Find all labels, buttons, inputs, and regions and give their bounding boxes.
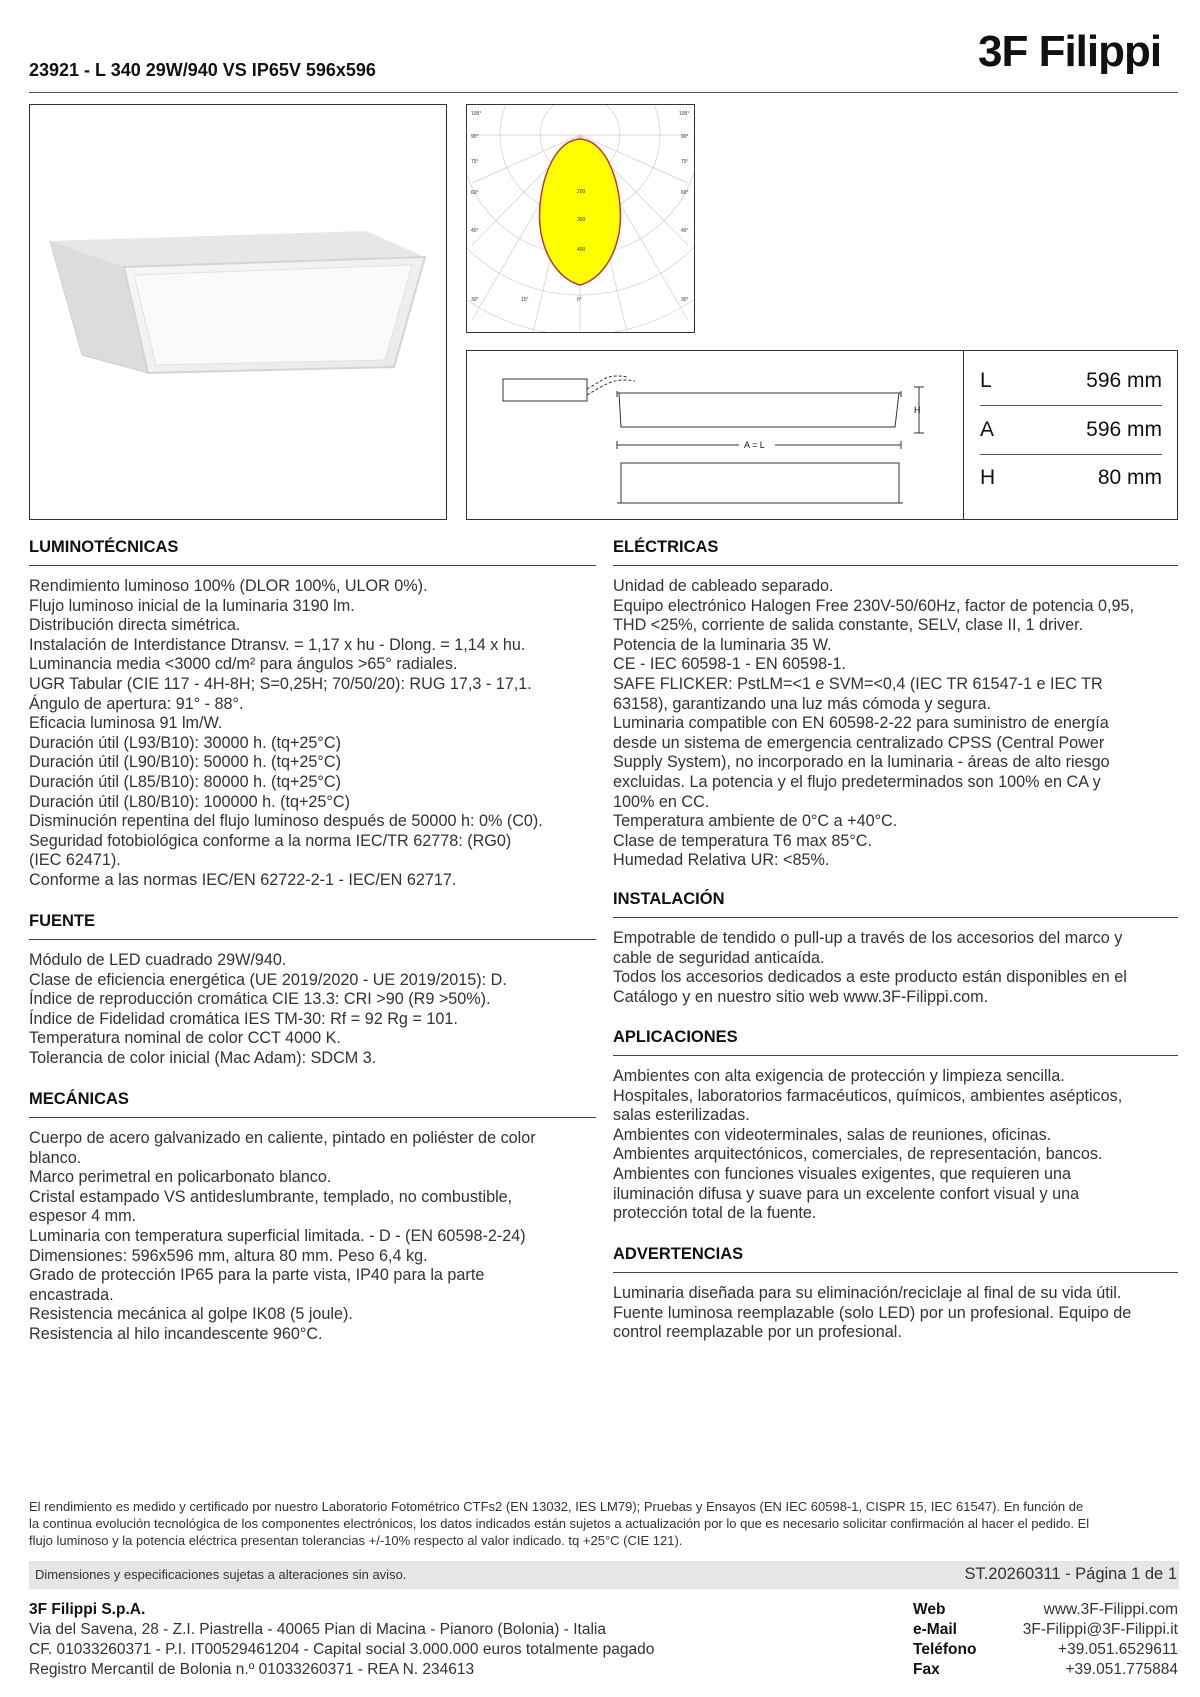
dimensions-panel bbox=[466, 350, 1178, 520]
contact-phone bbox=[913, 1640, 1178, 1660]
dimension-drawing bbox=[467, 351, 963, 519]
svg-text:A = L: A = L bbox=[744, 440, 765, 450]
body-line: 100% en CC. bbox=[613, 792, 710, 811]
contact-value[interactable]: www.3F-Filippi.com bbox=[1043, 1601, 1178, 1618]
body-line: salas esterilizadas. bbox=[613, 1106, 750, 1125]
body-line: Unidad de cableado separado. bbox=[613, 577, 834, 595]
svg-text:75°: 75° bbox=[681, 159, 689, 165]
company-name: 3F Filippi S.p.A. bbox=[29, 1601, 146, 1618]
svg-text:30°: 30° bbox=[471, 297, 479, 303]
disclaimer: Dimensiones y especificaciones sujetas a alteraciones sin aviso. bbox=[35, 1567, 407, 1582]
contact-label: Teléfono bbox=[913, 1641, 977, 1658]
brand-logo bbox=[978, 26, 1178, 85]
body-line: Tolerancia de color inicial (Mac Adam): SDCM 3. bbox=[29, 1048, 377, 1067]
company-line: Via del Savena, 28 - Z.I. Piastrella - 40065 Pian di Macina - Pianoro (Bolonia) - Italia bbox=[29, 1621, 606, 1638]
body-line: (IEC 62471). bbox=[29, 851, 121, 870]
section-rule bbox=[29, 565, 596, 566]
body-line: Ambientes con alta exigencia de protección y limpieza sencilla. bbox=[613, 1067, 1065, 1085]
section-heading-aplicaciones: APLICACIONES bbox=[613, 1028, 738, 1046]
company-line: CF. 01033260371 - P.I. IT00529461204 - Capital social 3.000.000 euros totalmente pagado bbox=[29, 1641, 655, 1658]
svg-text:300: 300 bbox=[577, 217, 586, 223]
product-title: 23921 - L 340 29W/940 VS IP65V 596x596 bbox=[29, 60, 376, 80]
dim-row-a bbox=[980, 406, 1162, 455]
section-body-aplicaciones bbox=[613, 1067, 1188, 1224]
body-line: Hospitales, laboratorios farmacéuticos, químicos, ambientes asépticos, bbox=[613, 1086, 1123, 1105]
body-line: espesor 4 mm. bbox=[29, 1207, 137, 1226]
dim-key: L bbox=[980, 369, 992, 392]
section-heading-mecanicas: MECÁNICAS bbox=[29, 1090, 129, 1108]
note-line: El rendimiento es medido y certificado por nuestro Laboratorio Fotométrico CTFs2 (EN 13032, IES LM79); Pruebas y Ensayos (EN IEC 60598-1, CISPR 15, IEC 61547). En función de bbox=[29, 1499, 1084, 1514]
body-line: Luminancia media <3000 cd/m² para ángulos >65° radiales. bbox=[29, 655, 458, 674]
body-line: Luminaria compatible con EN 60598-2-22 para suministro de energía bbox=[613, 714, 1109, 733]
footer-note bbox=[29, 1498, 1179, 1549]
contact-value: +39.051.6529611 bbox=[1058, 1641, 1178, 1658]
section-body-mecanicas bbox=[29, 1129, 604, 1345]
dimensions-table bbox=[963, 351, 1178, 519]
polar-chart bbox=[467, 105, 694, 332]
body-line: Ambientes arquitectónicos, comerciales, de representación, bancos. bbox=[613, 1145, 1103, 1164]
body-line: Duración útil (L80/B10): 100000 h. (tq+25°C) bbox=[29, 792, 350, 811]
svg-text:60°: 60° bbox=[471, 190, 479, 196]
svg-text:105°: 105° bbox=[679, 111, 690, 117]
body-line: Catálogo y en nuestro sitio web www.3F-Filippi.com. bbox=[613, 987, 989, 1006]
body-line: THD <25%, corriente de salida constante, SELV, clase II, 1 driver. bbox=[613, 616, 1084, 635]
svg-text:30°: 30° bbox=[681, 297, 689, 303]
body-line: UGR Tabular (CIE 117 - 4H-8H; S=0,25H; 70/50/20): RUG 17,3 - 17,1. bbox=[29, 674, 532, 693]
section-rule bbox=[613, 917, 1178, 918]
body-line: excluidas. La potencia y el flujo predeterminados son 100% en CA y bbox=[613, 772, 1101, 791]
body-line: Conforme a las normas IEC/EN 62722-2-1 - IEC/EN 62717. bbox=[29, 870, 457, 889]
body-line: Fuente luminosa reemplazable (solo LED) por un profesional. Equipo de bbox=[613, 1303, 1132, 1322]
body-line: Ambientes con videoterminales, salas de reuniones, oficinas. bbox=[613, 1125, 1052, 1144]
body-line: Grado de protección IP65 para la parte vista, IP40 para la parte bbox=[29, 1266, 485, 1285]
polar-curve bbox=[540, 139, 621, 285]
body-line: Índice de reproducción cromática CIE 13.3: CRI >90 (R9 >50%). bbox=[29, 990, 491, 1009]
dim-row-l bbox=[980, 357, 1162, 406]
body-line: Ambientes con funciones visuales exigentes, que requieren una bbox=[613, 1164, 1072, 1183]
body-line: Duración útil (L90/B10): 50000 h. (tq+25°C) bbox=[29, 753, 341, 772]
contact-fax bbox=[913, 1660, 1178, 1680]
body-line: Distribución directa simétrica. bbox=[29, 616, 241, 635]
header-rule bbox=[29, 92, 1178, 93]
svg-text:60°: 60° bbox=[681, 190, 689, 196]
body-line: 63158), garantizando una luz más cómoda y segura. bbox=[613, 694, 991, 713]
product-photo bbox=[29, 104, 447, 520]
company-line: Registro Mercantil de Bolonia n.º 01033260371 - REA N. 234613 bbox=[29, 1661, 475, 1678]
section-rule bbox=[29, 939, 596, 940]
svg-text:0°: 0° bbox=[577, 297, 582, 303]
section-heading-electricas: ELÉCTRICAS bbox=[613, 538, 719, 556]
contact-web bbox=[913, 1600, 1178, 1620]
brand-logo-mark bbox=[978, 26, 1178, 74]
body-line: Índice de Fidelidad cromática IES TM-30: Rf = 92 Rg = 101. bbox=[29, 1009, 458, 1028]
section-rule bbox=[29, 1117, 596, 1118]
body-line: Dimensiones: 596x596 mm, altura 80 mm. Peso 6,4 kg. bbox=[29, 1246, 428, 1265]
body-line: SAFE FLICKER: PstLM=<1 e SVM=<0,4 (IEC TR 61547-1 e IEC TR bbox=[613, 674, 1103, 693]
body-line: Equipo electrónico Halogen Free 230V-50/60Hz, factor de potencia 0,95, bbox=[613, 596, 1135, 615]
body-line: Duración útil (L93/B10): 30000 h. (tq+25°C) bbox=[29, 733, 341, 752]
section-heading-instalacion: INSTALACIÓN bbox=[613, 890, 725, 908]
body-line: Eficacia luminosa 91 lm/W. bbox=[29, 714, 223, 733]
section-body-fuente bbox=[29, 951, 604, 1069]
body-line: Supply System), no incorporado en la luminaria - áreas de alto riesgo bbox=[613, 753, 1110, 772]
svg-text:3F Filippi: 3F Filippi bbox=[978, 27, 1162, 74]
section-heading-luminotecnicas: LUMINOTÉCNICAS bbox=[29, 538, 179, 556]
contact-label: Fax bbox=[913, 1661, 940, 1678]
body-line: Clase de temperatura T6 max 85°C. bbox=[613, 831, 872, 850]
body-line: Disminución repentina del flujo luminoso después de 50000 h: 0% (C0). bbox=[29, 812, 543, 831]
body-line: Cuerpo de acero galvanizado en caliente, pintado en poliéster de color bbox=[29, 1129, 536, 1147]
section-heading-fuente: FUENTE bbox=[29, 912, 95, 930]
note-line: la continua evolución tecnológica de los componentes electrónicos, los datos indicados están sujetos a actualización por lo que es necesario solicitar confirmación al hacer el pedido. El bbox=[29, 1516, 1090, 1531]
section-body-advertencias bbox=[613, 1284, 1188, 1343]
body-line: Resistencia al hilo incandescente 960°C. bbox=[29, 1324, 323, 1343]
svg-text:45°: 45° bbox=[471, 228, 479, 234]
svg-text:15°: 15° bbox=[521, 297, 529, 303]
svg-text:75°: 75° bbox=[471, 159, 479, 165]
note-line: flujo luminoso y la potencia eléctrica presentan tolerancias +/-10% respecto al valor indicado. tq +25°C (CIE 121). bbox=[29, 1533, 683, 1548]
dim-value: 80 mm bbox=[1097, 466, 1162, 489]
body-line: cable de seguridad anticaída. bbox=[613, 948, 825, 967]
body-line: Luminaria con temperatura superficial limitada. - D - (EN 60598-2-24) bbox=[29, 1226, 526, 1245]
dim-key: H bbox=[980, 466, 996, 489]
body-line: Flujo luminoso inicial de la luminaria 3190 lm. bbox=[29, 596, 355, 615]
section-rule bbox=[613, 565, 1178, 566]
body-line: protección total de la fuente. bbox=[613, 1204, 817, 1223]
body-line: Resistencia mecánica al golpe IK08 (5 joule). bbox=[29, 1305, 353, 1324]
body-line: Temperatura ambiente de 0°C a +40°C. bbox=[613, 812, 898, 831]
contact-value: +39.051.775884 bbox=[1065, 1661, 1178, 1678]
dim-row-h bbox=[980, 454, 1162, 502]
body-line: Clase de eficiencia energética (UE 2019/2020 - UE 2019/2015): D. bbox=[29, 970, 507, 989]
body-line: Empotrable de tendido o pull-up a través de los accesorios del marco y bbox=[613, 929, 1123, 947]
luminaire-panel-image bbox=[30, 105, 446, 519]
body-line: encastrada. bbox=[29, 1285, 114, 1304]
svg-text:200: 200 bbox=[577, 189, 586, 195]
body-line: Temperatura nominal de color CCT 4000 K. bbox=[29, 1029, 341, 1048]
section-body-luminotecnicas bbox=[29, 577, 604, 891]
body-line: Todos los accesorios dedicados a este producto están disponibles en el bbox=[613, 968, 1127, 987]
body-line: blanco. bbox=[29, 1148, 82, 1167]
contact-label: e-Mail bbox=[913, 1621, 957, 1638]
contact-email bbox=[913, 1620, 1178, 1640]
contact-value[interactable]: 3F-Filippi@3F-Filippi.it bbox=[1022, 1621, 1178, 1638]
body-line: Módulo de LED cuadrado 29W/940. bbox=[29, 951, 287, 969]
svg-text:H: H bbox=[914, 405, 921, 415]
body-line: Potencia de la luminaria 35 W. bbox=[613, 635, 832, 654]
contact-label: Web bbox=[913, 1601, 946, 1618]
dim-value: 596 mm bbox=[1086, 418, 1162, 441]
dim-value: 596 mm bbox=[1086, 369, 1162, 392]
svg-text:105°: 105° bbox=[471, 111, 482, 117]
svg-text:400: 400 bbox=[577, 247, 586, 253]
body-line: desde un sistema de emergencia centralizado CPSS (Central Power bbox=[613, 733, 1105, 752]
contact-info bbox=[913, 1600, 1178, 1680]
polar-diagram bbox=[466, 104, 695, 333]
svg-text:90°: 90° bbox=[681, 134, 689, 140]
body-line: Rendimiento luminoso 100% (DLOR 100%, ULOR 0%). bbox=[29, 577, 428, 595]
section-rule bbox=[613, 1272, 1178, 1273]
footer-bar bbox=[29, 1561, 1179, 1589]
body-line: Duración útil (L85/B10): 80000 h. (tq+25°C) bbox=[29, 772, 341, 791]
body-line: Ángulo de apertura: 91° - 88°. bbox=[29, 694, 244, 713]
svg-text:45°: 45° bbox=[681, 228, 689, 234]
body-line: control reemplazable por un profesional. bbox=[613, 1323, 902, 1342]
section-body-instalacion bbox=[613, 929, 1188, 1007]
svg-text:90°: 90° bbox=[471, 134, 479, 140]
body-line: Luminaria diseñada para su eliminación/reciclaje al final de su vida útil. bbox=[613, 1284, 1122, 1302]
body-line: Humedad Relativa UR: <85%. bbox=[613, 851, 830, 870]
body-line: iluminación difusa y suave para un excelente confort visual y una bbox=[613, 1184, 1080, 1203]
section-body-electricas bbox=[613, 577, 1188, 871]
company-info bbox=[29, 1600, 729, 1680]
body-line: CE - IEC 60598-1 - EN 60598-1. bbox=[613, 655, 847, 674]
body-line: Seguridad fotobiológica conforme a la norma IEC/TR 62778: (RG0) bbox=[29, 831, 512, 850]
body-line: Marco perimetral en policarbonato blanco. bbox=[29, 1168, 332, 1187]
body-line: Cristal estampado VS antideslumbrante, templado, no combustible, bbox=[29, 1187, 513, 1206]
body-line: Instalación de Interdistance Dtransv. = 1,17 x hu - Dlong. = 1,14 x hu. bbox=[29, 635, 526, 654]
section-rule bbox=[613, 1055, 1178, 1056]
page-info: ST.20260311 - Página 1 de 1 bbox=[964, 1565, 1177, 1583]
section-heading-advertencias: ADVERTENCIAS bbox=[613, 1245, 744, 1263]
dim-key: A bbox=[980, 418, 995, 441]
